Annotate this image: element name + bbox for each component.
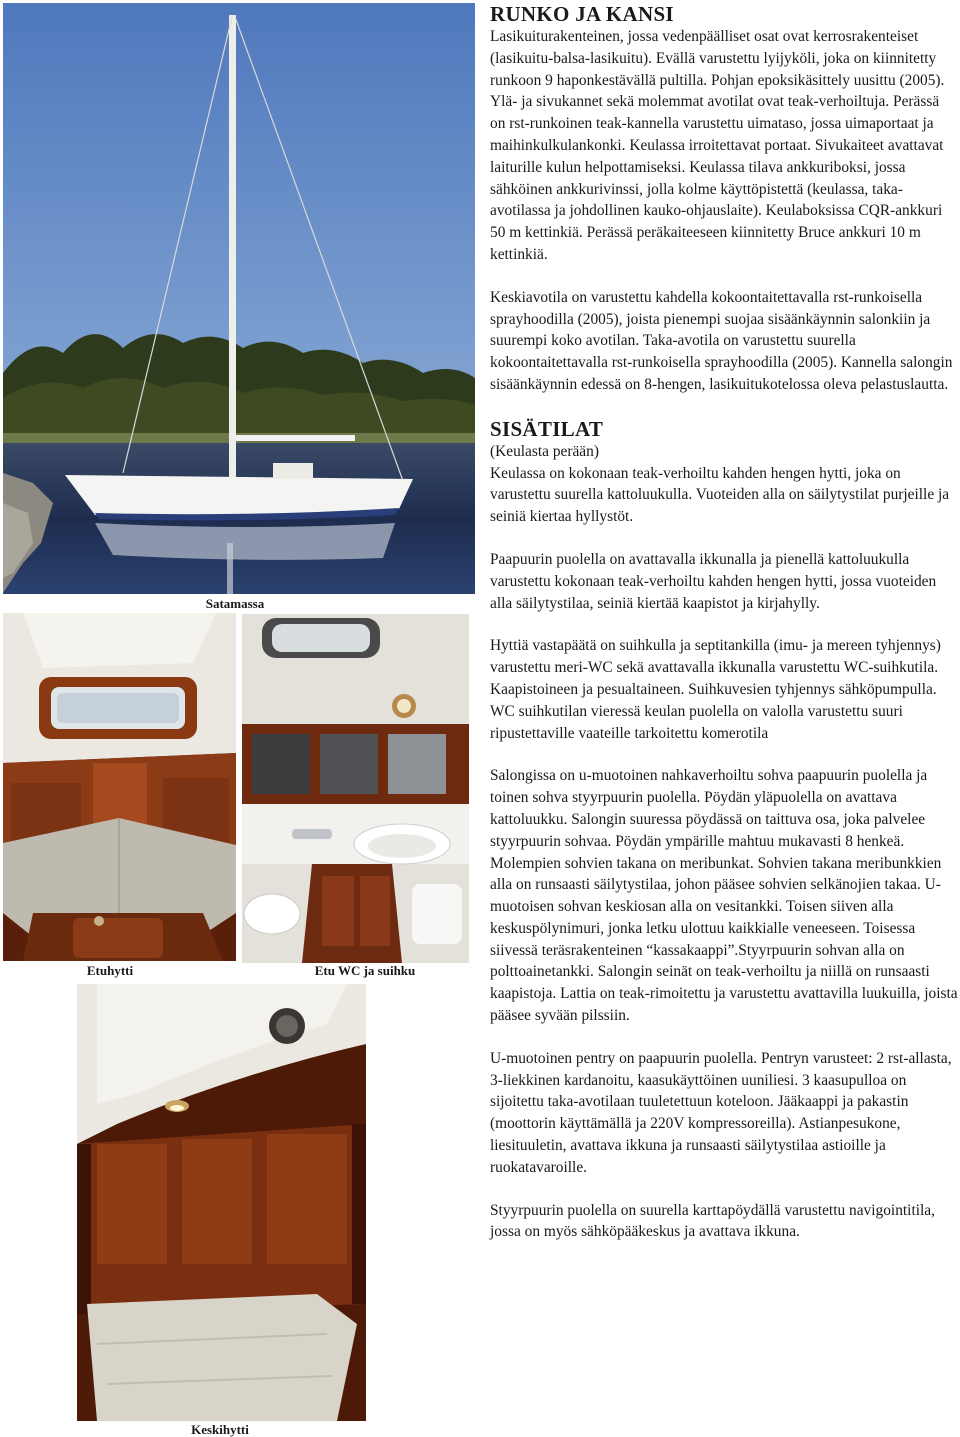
caption-front-wc: Etu WC ja suihku [314,963,416,978]
section-heading-hull: RUNKO JA KANSI [490,2,674,26]
interior-subtitle: (Keulasta perään) [490,442,599,460]
interior-paragraph-5: U-muotoinen pentry on paapuurin puolella. Pentryn varusteet: 2 rst-allasta, 3-liekkinen kardanoitu, kaasukäyttöinen uuniliesi. 3 kaasupulloa on sijoitettu taka-avotilaan tuuletettuun koteloon. Jääkaappi ja pakastin (moottorin käyttämällä ja 220V kompressoreilla). Astianpesukone, liesituuletin, avattava ikkuna ja runsaasti säilytystilaa astioille ja ruokatavaroille. [490,1049,952,1176]
front-wc-image [242,614,469,963]
middle-cabin-image [77,984,366,1421]
photo-harbor [3,3,475,594]
sailboat-image [3,3,475,594]
interior-paragraph-2: Paapuurin puolella on avattavalla ikkunalla ja pienellä kattoluukulla varustettu kokonaan teak-verhoiltu kahden hengen hytti, jossa vuoteiden alla säilytystilaa, seiniä kiertää kaapistot ja kirjahylly. [490,550,937,612]
caption-front-cabin: Etuhytti [86,963,134,978]
interior-paragraph-4: Salongissa on u-muotoinen nahkaverhoiltu sohva paapuurin puolella ja toinen sohva styyrpuurin puolella. Pöydän yläpuolella on avattava kattoluukku. Salongin suuressa pöydässä on taittuva osa, joka palvelee styyrpuurin sohvaa. Pöydän ympärille mahtuu mukavasti 8 henkeä. Molempien sohvien takana on meribunkat. Sohvien takana meribunkkien alla on runsaasti säilytystilaa, johon pääsee sohvien selkänojien takaa. U-muotoisen sohvan keskiosan alla on vesitankki. Toisen siiven alla keskuspölynimuri, jonka letku ulottuu kaikkialle veneeseen. Toisessa siivessä teräsrakenteinen “kassakaappi”.Styyrpuurin sohvan alla on polttoainetankki. Salongin seinät on teak-verhoiltu ja niillä on runsaasti kaapistoja. Lattia on teak-rimoitettu ja varustettu avattavilla luukuilla, joista pääsee syvään pilssiin. [490,767,958,1025]
hull-paragraph-1: Lasikuiturakenteinen, jossa vedenpäälliset osat ovat kerrosrakenteiset (lasikuitu-balsa-lasikuitu). Evällä varustettu lyijyköli, joka on kiinnitetty runkoon 9 haponkestävällä pultilla. Pohjan epoksikäsittely uusittu (2005). Ylä- ja sivukannet sekä molemmat avotilat ovat teak-verhoiltuja. Perässä on rst-runkoinen teak-kannella varustettu uimataso, jossa uimaportaat ja maihinkulkulankonki. Keulassa irroitettavat portaat. Sivukaiteet avattavat laiturille kulun helpottamiseksi. Keulassa tilava ankkuriboksi, jossa sähköinen ankkurivinssi, jolla kolme käyttöpistettä (keulassa, taka-avotilassa ja johdollinen kauko-ohjauslaite). Keulaboksissa CQR-ankkuri 50 m kettinkiä. Perässä peräkaiteeseen kiinnitetty Bruce ankkuri 10 m kettinkiä. [490,28,945,263]
interior-paragraph-1: Keulassa on kokonaan teak-verhoiltu kahden hengen hytti, joka on varustettu suurella kattoluukulla. Vuoteiden alla on säilytystilat purjeille ja seiniä kiertaa hyllystöt. [490,464,950,526]
front-cabin-image [3,613,236,961]
photo-front-cabin [3,613,236,961]
text-column [490,2,958,1243]
caption-harbor: Satamassa [205,596,265,611]
caption-middle-cabin: Keskihytti [191,1422,249,1437]
interior-paragraph-3: Hyttiä vastapäätä on suihkulla ja septitankilla (imu- ja mereen tyhjennys) varustettu meri-WC sekä avattavalla ikkunalla varustettu WC-suihkutila. Kaapistoineen ja pesualtaineen. Suihkuvesien tyhjennys sähköpumpulla. WC suihkutilan vieressä keulan puolella on valolla varustettu suuri ripustettaville vaateille tarkoitettu komerotila [490,637,941,742]
interior-paragraph-6: Styyrpuurin puolella on suurella karttapöydällä varustettu navigointitila, jossa on myös sähköpääkeskus ja avattava ikkuna. [490,1201,935,1241]
photo-front-wc [242,614,469,963]
photo-middle-cabin [77,984,366,1421]
hull-paragraph-2: Keskiavotila on varustettu kahdella kokoontaitettavalla rst-runkoisella sprayhoodilla (2005), joista pienempi suojaa sisäänkäynnin salonkiin ja suurempi koko avotilan. Taka-avotila on varustettu suurella kokoontaitettavalla rst-runkoisella sprayhoodilla (2005). Kannella salongin sisäänkäynnin edessä on 8-hengen, lasikuitukotelossa oleva pelastuslautta. [490,288,953,393]
section-heading-interior: SISÄTILAT [490,416,604,441]
